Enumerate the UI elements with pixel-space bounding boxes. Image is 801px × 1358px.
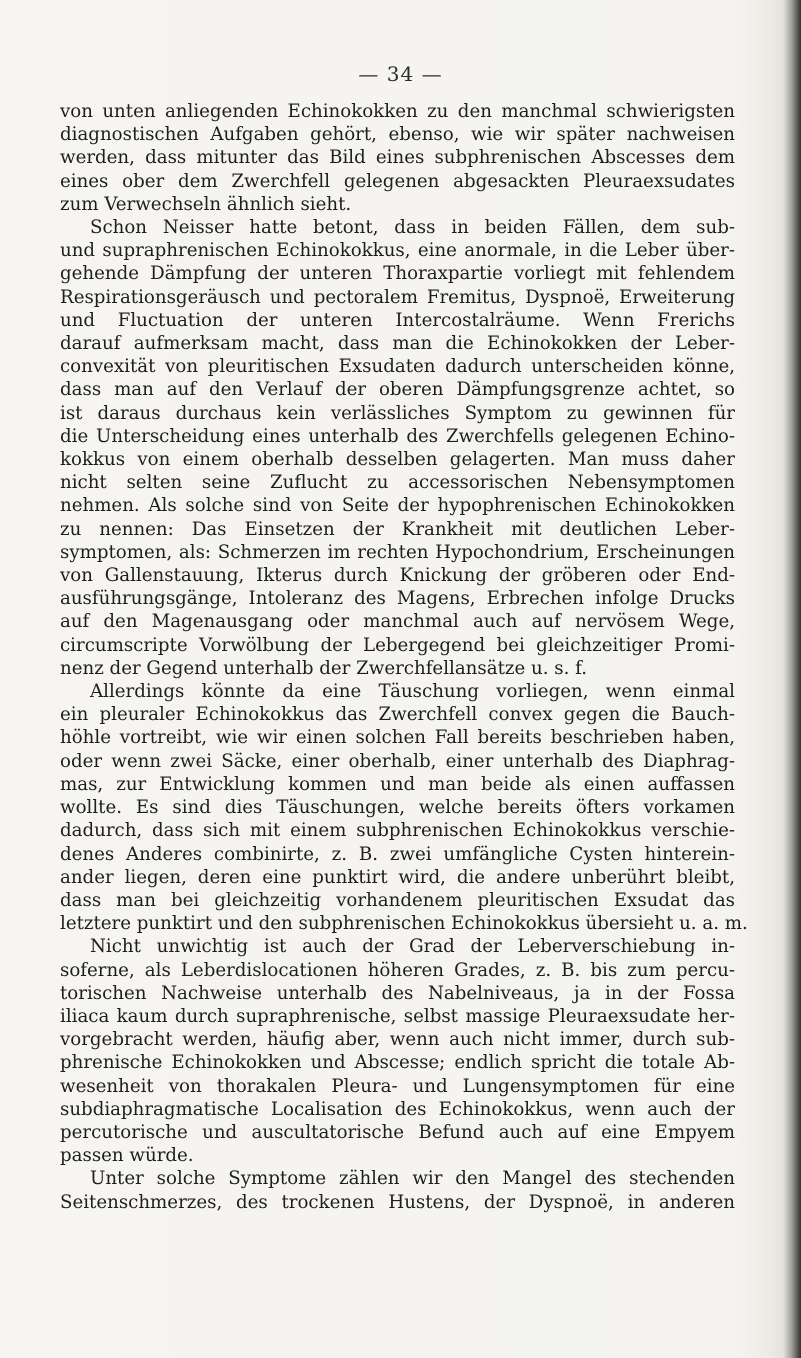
text-line: nicht selten seine Zuflucht zu accessorischen Nebensymptomen bbox=[60, 472, 735, 494]
text-line: ein pleuraler Echinokokkus das Zwerchfell convex gegen die Bauch- bbox=[60, 704, 735, 726]
text-line: dadurch, dass sich mit einem subphrenischen Echinokokkus verschie- bbox=[60, 820, 735, 842]
text-line: nehmen. Als solche sind von Seite der hypophrenischen Echinokokken bbox=[60, 495, 735, 517]
text-line: vorgebracht werden, häufig aber, wenn auch nicht immer, durch sub- bbox=[60, 1029, 735, 1051]
text-line: kokkus von einem oberhalb desselben gelagerten. Man muss daher bbox=[60, 449, 735, 471]
text-line: wesenheit von thorakalen Pleura- und Lungensymptomen für eine bbox=[60, 1075, 735, 1097]
text-line: höhle vortreibt, wie wir einen solchen Fall bereits beschrieben haben, bbox=[60, 727, 735, 749]
text-line: die Unterscheidung eines unterhalb des Zwerchfells gelegenen Echino- bbox=[60, 425, 735, 447]
text-line: percutorische und auscultatorische Befund auch auf eine Empyem bbox=[60, 1121, 735, 1143]
text-line: werden, dass mitunter das Bild eines subphrenischen Abscesses dem bbox=[60, 147, 735, 169]
text-line: letztere punktirt und den subphrenischen Echinokokkus übersieht u. a. m. bbox=[60, 913, 748, 935]
page-number: — 34 — bbox=[358, 62, 443, 86]
text-line: eines ober dem Zwerchfell gelegenen abgesackten Pleuraexsudates bbox=[60, 170, 735, 192]
text-line: und supraphrenischen Echinokokkus, eine anormale, in die Leber über- bbox=[60, 240, 735, 262]
text-line: convexität von pleuritischen Exsudaten dadurch unterscheiden könne, bbox=[60, 356, 735, 378]
body-text bbox=[60, 100, 748, 1214]
text-line: denes Anderes combinirte, z. B. zwei umfängliche Cysten hinterein- bbox=[60, 843, 735, 865]
text-line: Nicht unwichtig ist auch der Grad der Leberverschiebung in- bbox=[90, 936, 735, 958]
text-line: ist daraus durchaus kein verlässliches Symptom zu gewinnen für bbox=[60, 402, 735, 424]
text-line: ander liegen, deren eine punktirt wird, die andere unberührt bleibt, bbox=[60, 866, 735, 888]
text-line: symptomen, als: Schmerzen im rechten Hypochondrium, Erscheinungen bbox=[60, 541, 735, 563]
text-line: mas, zur Entwicklung kommen und man beide als einen auffassen bbox=[60, 773, 735, 795]
text-line: Allerdings könnte da eine Täuschung vorliegen, wenn einmal bbox=[90, 681, 735, 703]
text-line: Unter solche Symptome zählen wir den Mangel des stechenden bbox=[90, 1168, 735, 1190]
text-line: circumscripte Vorwölbung der Lebergegend bei gleichzeitiger Promi- bbox=[60, 634, 735, 656]
text-line: dass man auf den Verlauf der oberen Dämpfungsgrenze achtet, so bbox=[60, 379, 735, 401]
text-line: oder wenn zwei Säcke, einer oberhalb, einer unterhalb des Diaphrag- bbox=[60, 750, 735, 772]
text-line: Seitenschmerzes, des trockenen Hustens, der Dyspnoë, in anderen bbox=[60, 1191, 735, 1213]
text-line: nenz der Gegend unterhalb der Zwerchfellansätze u. s. f. bbox=[60, 657, 588, 679]
text-line: zu nennen: Das Einsetzen der Krankheit mit deutlichen Leber- bbox=[60, 518, 735, 540]
text-line: soferne, als Leberdislocationen höheren Grades, z. B. bis zum percu- bbox=[60, 959, 735, 981]
text-line: Schon Neisser hatte betont, dass in beiden Fällen, dem sub- bbox=[90, 217, 735, 239]
text-line: Respirationsgeräusch und pectoralem Fremitus, Dyspnoë, Erweiterung bbox=[60, 286, 735, 308]
text-line: wollte. Es sind dies Täuschungen, welche bereits öfters vorkamen bbox=[60, 797, 735, 819]
text-line: subdiaphragmatische Localisation des Echinokokkus, wenn auch der bbox=[60, 1098, 735, 1120]
text-line: von Gallenstauung, Ikterus durch Knickung der gröberen oder End- bbox=[60, 565, 735, 587]
text-line: von unten anliegenden Echinokokken zu den manchmal schwierigsten bbox=[60, 101, 735, 122]
text-line: phrenische Echinokokken und Abscesse; endlich spricht die totale Ab- bbox=[60, 1052, 735, 1074]
page-edge-shadow bbox=[783, 0, 801, 1358]
text-line: passen würde. bbox=[60, 1145, 194, 1167]
text-line: dass man bei gleichzeitig vorhandenem pleuritischen Exsudat das bbox=[60, 889, 735, 911]
text-line: zum Verwechseln ähnlich sieht. bbox=[60, 193, 352, 215]
text-line: iliaca kaum durch supraphrenische, selbst massige Pleuraexsudate her- bbox=[60, 1005, 735, 1027]
text-line: ausführungsgänge, Intoleranz des Magens, Erbrechen infolge Drucks bbox=[60, 588, 735, 610]
text-line: und Fluctuation der unteren Intercostalräume. Wenn Frerichs bbox=[60, 309, 735, 331]
text-line: darauf aufmerksam macht, dass man die Echinokokken der Leber- bbox=[60, 333, 735, 355]
text-line: torischen Nachweise unterhalb des Nabelniveaus, ja in der Fossa bbox=[60, 982, 735, 1004]
text-line: gehende Dämpfung der unteren Thoraxpartie vorliegt mit fehlendem bbox=[60, 263, 735, 285]
text-line: auf den Magenausgang oder manchmal auch auf nervösem Wege, bbox=[60, 611, 735, 633]
text-line: diagnostischen Aufgaben gehört, ebenso, wie wir später nachweisen bbox=[60, 124, 735, 146]
